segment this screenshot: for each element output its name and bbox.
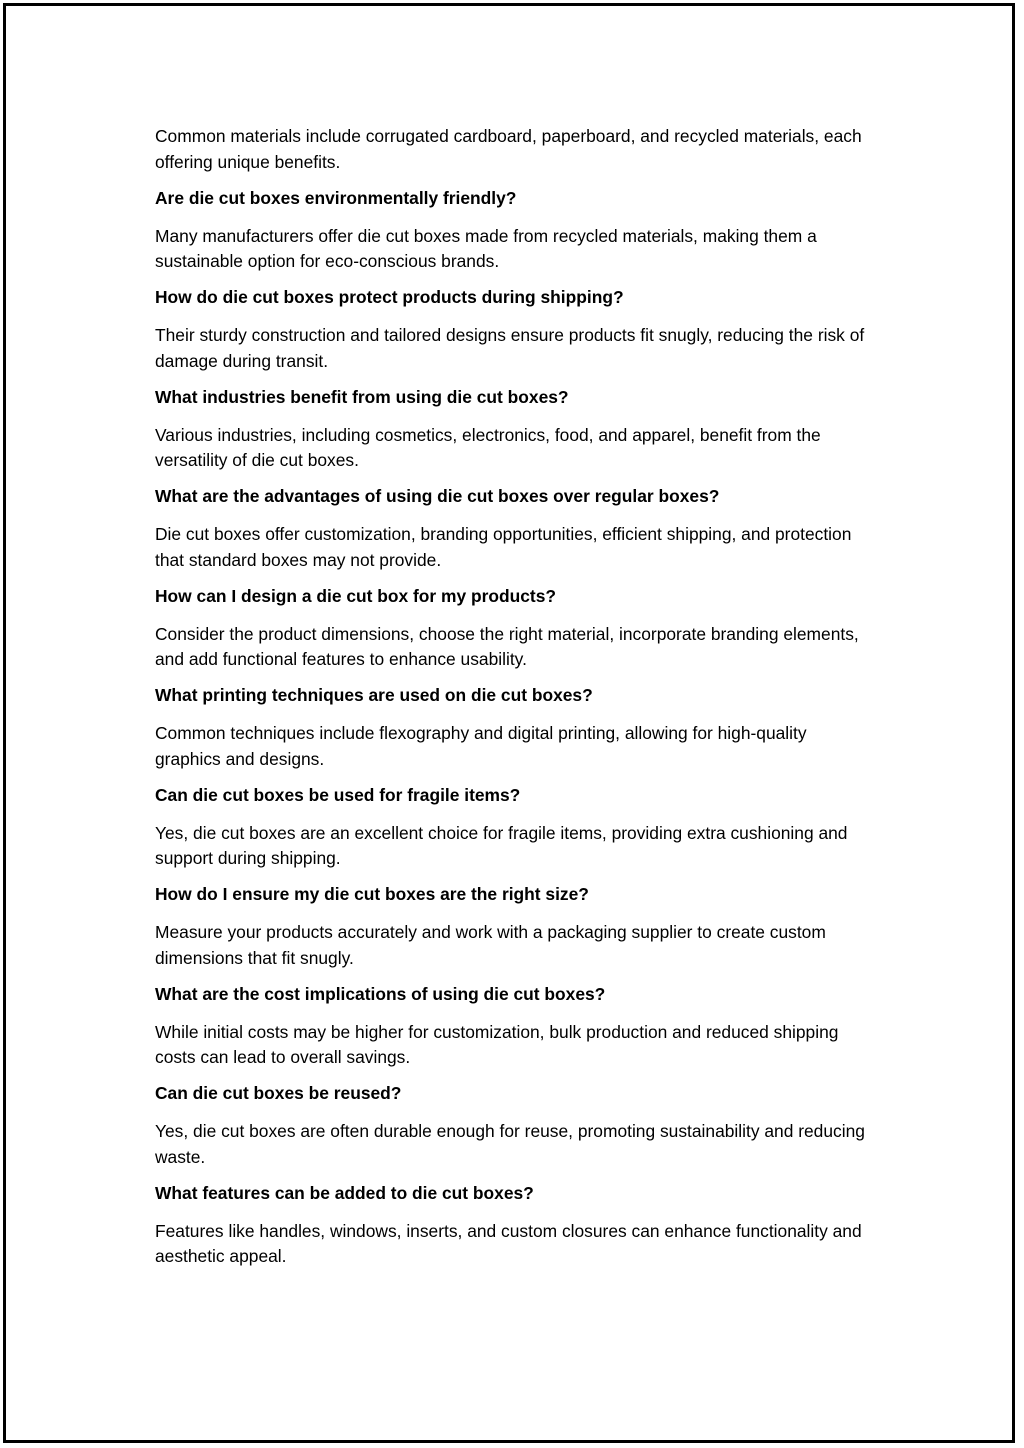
faq-item xyxy=(155,285,875,374)
faq-answer: Die cut boxes offer customization, branding opportunities, efficient shipping, and protection that standard boxes may not provide. xyxy=(155,524,852,570)
faq-answer: Consider the product dimensions, choose the right material, incorporate branding elements, and add functional features to enhance usability. xyxy=(155,623,859,669)
faq-question: Are die cut boxes environmentally friendly? xyxy=(155,187,517,208)
faq-answer: Many manufacturers offer die cut boxes made from recycled materials, making them a sustainable option for eco-conscious brands. xyxy=(155,225,817,271)
faq-question: What are the cost implications of using die cut boxes? xyxy=(155,983,606,1004)
faq-item xyxy=(155,683,875,772)
faq-item xyxy=(155,584,875,673)
faq-question: Can die cut boxes be used for fragile items? xyxy=(155,784,521,805)
faq-item xyxy=(155,982,875,1071)
faq-question: What features can be added to die cut boxes? xyxy=(155,1182,534,1203)
faq-answer: Yes, die cut boxes are an excellent choice for fragile items, providing extra cushioning and support during shipping. xyxy=(155,822,848,868)
faq-item xyxy=(155,385,875,474)
faq-answer: Their sturdy construction and tailored designs ensure products fit snugly, reducing the risk of damage during transit. xyxy=(155,325,865,371)
document-body xyxy=(155,124,875,1280)
intro-answer: Common materials include corrugated cardboard, paperboard, and recycled materials, each offering unique benefits. xyxy=(155,126,862,172)
faq-answer: Various industries, including cosmetics, electronics, food, and apparel, benefit from the versatility of die cut boxes. xyxy=(155,424,821,470)
faq-question: How do die cut boxes protect products during shipping? xyxy=(155,287,624,307)
faq-question: How do I ensure my die cut boxes are the right size? xyxy=(155,884,589,904)
faq-answer: While initial costs may be higher for customization, bulk production and reduced shipping costs can lead to overall savings. xyxy=(155,1021,839,1067)
faq-answer: Measure your products accurately and work with a packaging supplier to create custom dimensions that fit snugly. xyxy=(155,922,826,968)
faq-answer: Yes, die cut boxes are often durable enough for reuse, promoting sustainability and reducing waste. xyxy=(155,1121,865,1167)
faq-item xyxy=(155,882,875,971)
faq-answer: Common techniques include flexography and digital printing, allowing for high-quality graphics and designs. xyxy=(155,723,807,769)
faq-item xyxy=(155,484,875,573)
faq-question: What printing techniques are used on die cut boxes? xyxy=(155,685,593,705)
faq-item xyxy=(155,186,875,275)
faq-item xyxy=(155,1081,875,1170)
faq-question: How can I design a die cut box for my products? xyxy=(155,585,557,606)
faq-question: What industries benefit from using die cut boxes? xyxy=(155,386,569,407)
faq-question: Can die cut boxes be reused? xyxy=(155,1083,402,1103)
faq-item xyxy=(155,1181,875,1270)
faq-question: What are the advantages of using die cut boxes over regular boxes? xyxy=(155,486,720,506)
faq-item xyxy=(155,783,875,872)
faq-answer: Features like handles, windows, inserts, and custom closures can enhance functionality and aesthetic appeal. xyxy=(155,1220,862,1266)
